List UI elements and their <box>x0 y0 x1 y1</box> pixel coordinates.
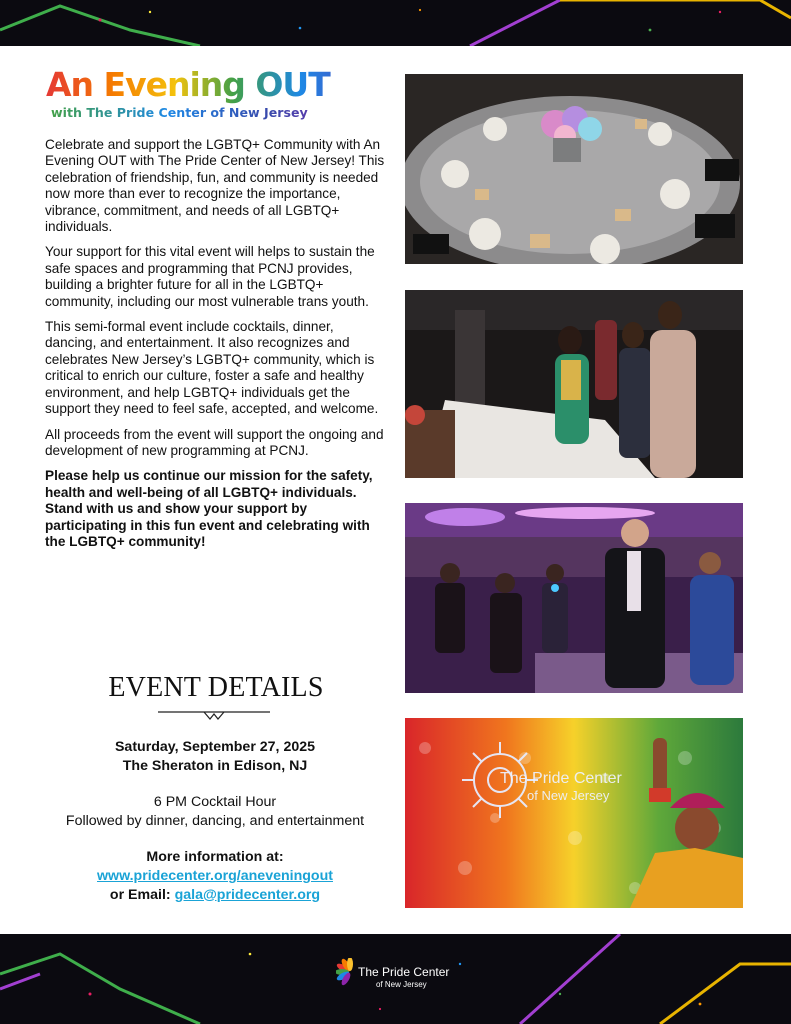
body-copy <box>45 137 387 559</box>
more-info-label: More information at: <box>146 849 284 866</box>
event-details <box>30 738 400 904</box>
neon-sign-line1: The Pride Center <box>500 770 622 787</box>
rainbow-flower-icon <box>336 958 358 986</box>
email-link[interactable]: gala@pridecenter.org <box>174 886 321 903</box>
header-band <box>0 0 791 46</box>
callout-paragraph: Please help us continue our mission for the safety, health and well-being of all LGBTQ+ individuals. Stand with us and show your support by participating in this fun event and celebrating with the LGBTQ+ community! <box>45 468 373 549</box>
photo-dance-floor <box>405 503 743 693</box>
event-title-block <box>46 66 386 120</box>
event-url-link[interactable]: www.pridecenter.org/aneveningout <box>97 867 333 884</box>
paragraph-proceeds: All proceeds from the event will support the ongoing and development of new programming at PCNJ. <box>45 426 384 458</box>
email-label: or Email: <box>109 886 171 903</box>
event-title: An Evening OUT <box>46 66 386 104</box>
paragraph-support: Your support for this vital event will helps to sustain the safe spaces and programming that PCNJ provides, building a brighter future for all in the LGBTQ+ community, including our most vulnerable trans youth. <box>45 244 375 309</box>
chevron-divider-icon <box>158 708 270 722</box>
logo-subtext: of New Jersey <box>376 980 427 989</box>
rainbow-lines-decoration <box>0 0 791 46</box>
photo-flower-wall <box>405 718 743 908</box>
paragraph-semi-formal: This semi-formal event include cocktails, dinner, dancing, and entertainment. It also recognizes and celebrates New Jersey’s LGBTQ+ community, which is critical to enrich our culture, foster a safe and healthy environment, and help LGBTQ+ individuals get the support they need to feel safe, accepted, and welcome. <box>45 319 379 417</box>
photo-dinner-table <box>405 74 743 264</box>
event-venue: The Sheraton in Edison, NJ <box>122 757 308 774</box>
event-details-heading: EVENT DETAILS <box>108 672 324 703</box>
photo-auction-tables <box>405 290 743 480</box>
paragraph-intro: Celebrate and support the LGBTQ+ Community with An Evening OUT with The Pride Center of New Jersey! This celebration of friendship, fun, and community is needed now more than ever to recognize the importance, vibrance, commitment, and needs of all LGBTQ+ individuals. <box>45 137 385 235</box>
followed-by: Followed by dinner, dancing, and entertainment <box>65 812 365 829</box>
neon-sign-line2: of New Jersey <box>527 788 610 803</box>
event-date: Saturday, September 27, 2025 <box>114 739 316 755</box>
event-subtitle: with The Pride Center of New Jersey <box>51 105 386 120</box>
logo-text: The Pride Center <box>358 965 450 979</box>
pride-center-logo <box>336 950 466 994</box>
cocktail-hour: 6 PM Cocktail Hour <box>153 794 277 811</box>
